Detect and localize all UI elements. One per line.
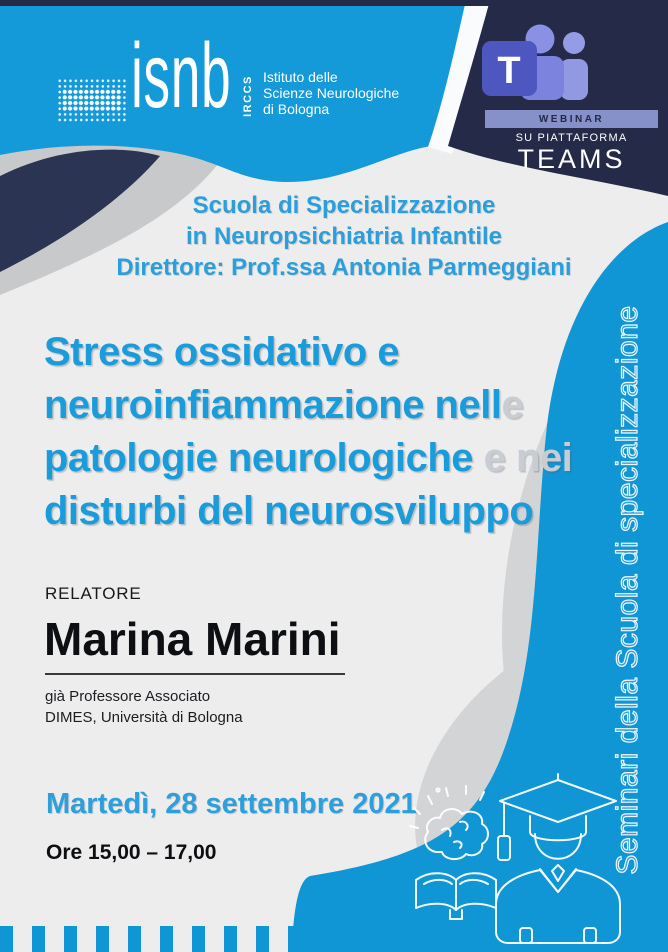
speaker-affiliation: [45, 686, 243, 728]
bar: [96, 926, 109, 952]
side-banner-text: Seminari della Scuola di specializzazione: [611, 305, 644, 875]
bar: [128, 926, 141, 952]
affiliation-line: già Professore Associato: [45, 688, 211, 705]
platform-label: SU PIATTAFORMA: [515, 132, 628, 144]
school-line: Direttore: Prof.ssa Antonia Parmeggiani: [116, 254, 572, 281]
school-header: [38, 190, 650, 283]
bar: [256, 926, 269, 952]
title-line: Stress ossidativo e: [44, 330, 400, 374]
bar: [0, 926, 13, 952]
speaker-role-label: RELATORE: [45, 584, 142, 603]
top-navy-strip: [0, 0, 668, 6]
institute-name: [263, 69, 399, 117]
bottom-bars-pattern: [0, 926, 301, 952]
title-line: neuroinfiammazione nelle: [44, 383, 524, 427]
isnb-wordmark: isnb: [131, 25, 232, 127]
institute-line: di Bologna: [263, 101, 330, 117]
irccs-label: IRCCS: [242, 75, 254, 117]
institute-line: Istituto delle: [263, 69, 338, 85]
title-overlap-text: e: [501, 383, 524, 427]
title-line: disturbi del neurosviluppo: [44, 489, 534, 533]
bar: [288, 926, 301, 952]
bar: [32, 926, 45, 952]
school-line: in Neuropsichiatria Infantile: [185, 223, 503, 250]
seminar-title: [44, 326, 644, 538]
webinar-badge: WEBINAR: [485, 110, 658, 128]
teams-label: TEAMS: [517, 144, 626, 174]
speaker-underline: [45, 673, 345, 675]
affiliation-line: DIMES, Università di Bologna: [45, 709, 243, 726]
teams-logo-letter: T: [497, 50, 521, 92]
event-date: Martedì, 28 settembre 2021: [46, 788, 417, 820]
speaker-name: Marina Marini: [44, 613, 341, 665]
bar: [160, 926, 173, 952]
isnb-dot-matrix-icon: [57, 78, 127, 122]
title-line: patologie neurologiche e nei: [44, 436, 573, 480]
teams-logo-icon: [476, 24, 610, 102]
school-line: Scuola di Specializzazione: [192, 192, 496, 219]
institute-line: Scienze Neurologiche: [263, 85, 400, 101]
bar: [64, 926, 77, 952]
title-overlap-text: e nei: [473, 436, 573, 480]
bar: [192, 926, 205, 952]
event-time: Ore 15,00 – 17,00: [46, 841, 217, 864]
bar: [224, 926, 237, 952]
